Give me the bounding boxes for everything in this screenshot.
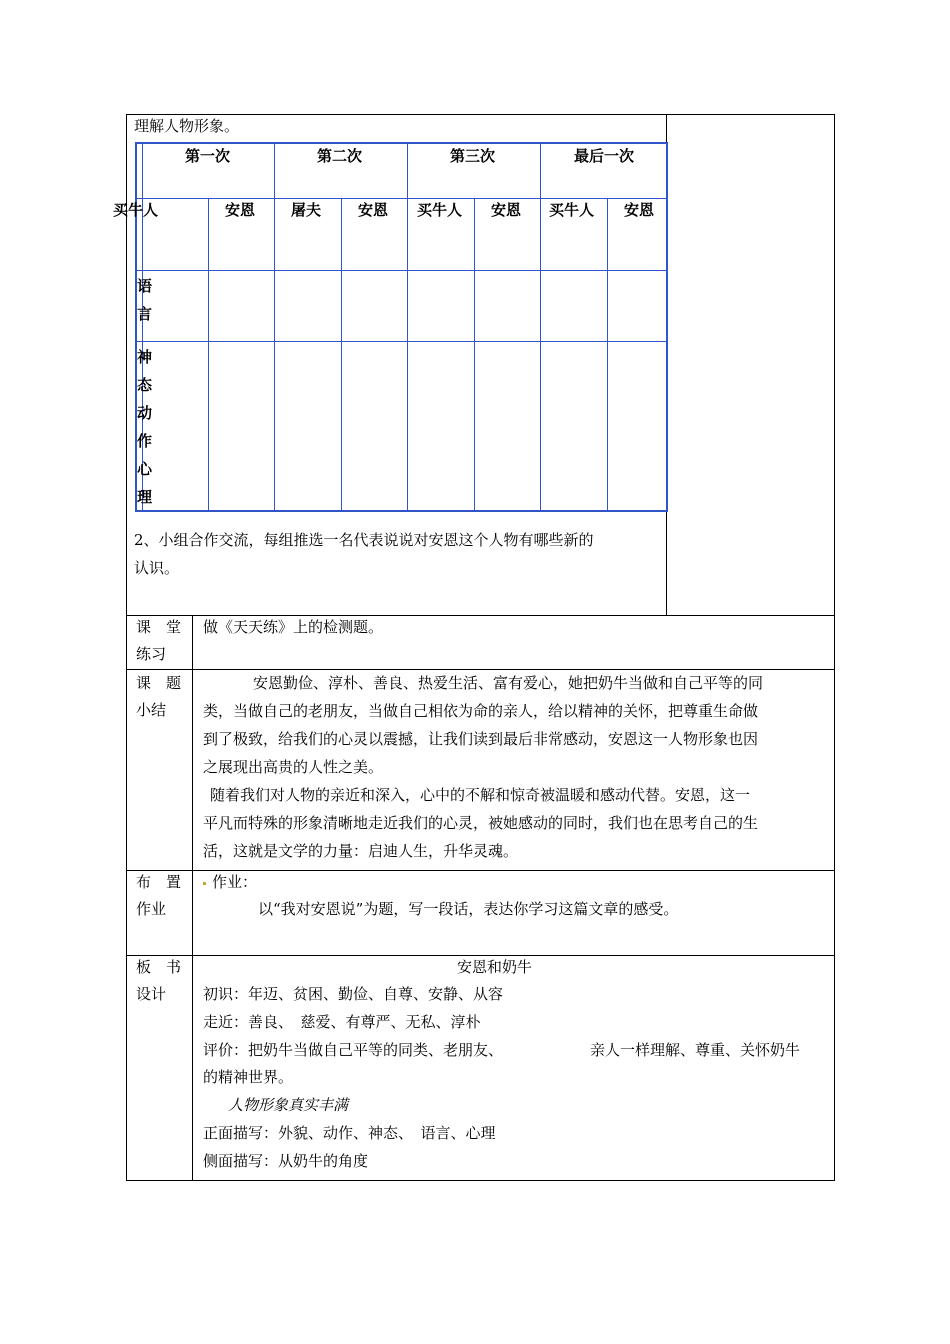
board-title: 安恩和奶牛: [457, 958, 533, 976]
practice-content: 做《天天练》上的检测题。: [203, 618, 384, 636]
summary-line-1: 安恩勤俭、淳朴、善良、热爱生活、富有爱心，她把奶牛当做和自己平等的同: [253, 674, 764, 692]
practice-label: 课 堂: [136, 618, 182, 636]
board-line-5: 人物形象真实丰满: [228, 1096, 349, 1114]
homework-line2: 以“我对安恩说”为题，写一段话，表达你学习这篇文章的感受。: [258, 900, 679, 918]
bullet-mark: [203, 882, 206, 885]
homework-label: 布 置: [136, 873, 182, 891]
board-line-4: 的精神世界。: [203, 1068, 294, 1086]
subheader-buyer-3: 买牛人: [417, 201, 463, 219]
subheader-anen-2: 安恩: [358, 201, 389, 219]
subheader-anen-1: 安恩: [225, 201, 256, 219]
summary-line-4: 之展现出高贵的人性之美。: [203, 758, 384, 776]
subheader-buyer-4: 买牛人: [549, 201, 595, 219]
homework-label-2: 作业: [136, 900, 167, 918]
group-header-3: 第三次: [450, 147, 496, 165]
subheader-butcher: 屠夫: [291, 201, 322, 219]
board-line-7: 侧面描写：从奶牛的角度: [203, 1152, 369, 1170]
subheader-anen-3: 安恩: [491, 201, 522, 219]
board-label: 板 书: [136, 958, 182, 976]
practice-label-2: 练习: [136, 645, 167, 663]
summary-label: 课 题: [136, 674, 182, 692]
board-line-3a: 评价：把奶牛当做自己平等的同类、老朋友、: [203, 1041, 504, 1059]
summary-line-2: 类，当做自己的老朋友，当做自己相依为命的亲人，给以精神的关怀，把尊重生命做: [203, 702, 759, 720]
board-line-2: 走近：善良、 慈爱、有尊严、无私、淳朴: [203, 1013, 481, 1031]
group-header-2: 第二次: [317, 147, 363, 165]
task2-line2: 认识。: [134, 559, 180, 577]
summary-line-3: 到了极致，给我们的心灵以震撼，让我们读到最后非常感动，安恩这一人物形象也因: [203, 730, 759, 748]
board-line-6: 正面描写：外貌、动作、神态、 语言、心理: [203, 1124, 496, 1142]
task2-line1: 2、小组合作交流，每组推选一名代表说说对安恩这个人物有哪些新的: [134, 531, 594, 549]
summary-line-6: 平凡而特殊的形象清晰地走近我们的心灵，被她感动的同时，我们也在思考自己的生: [203, 814, 759, 832]
homework-line1: 作业：: [212, 873, 258, 891]
row-label-demeanor: 神态动作心理: [137, 348, 153, 506]
subheader-anen-4: 安恩: [624, 201, 655, 219]
summary-line-7: 活，这就是文学的力量：启迪人生，升华灵魂。: [203, 842, 519, 860]
board-line-1: 初识：年迈、贫困、勤俭、自尊、安静、从容: [203, 985, 504, 1003]
summary-label-2: 小结: [136, 701, 167, 719]
board-label-2: 设计: [136, 985, 167, 1003]
summary-line-5: 随着我们对人物的亲近和深入，心中的不解和惊奇被温暖和感动代替。安恩，这一: [210, 786, 751, 804]
group-header-1: 第一次: [185, 147, 231, 165]
subheader-buyer-1: 买牛人: [113, 201, 159, 219]
board-line-3b: 亲人一样理解、尊重、关怀奶牛: [590, 1041, 801, 1059]
group-header-4: 最后一次: [574, 147, 635, 165]
intro-text: 理解人物形象。: [134, 117, 240, 135]
row-label-language: 语言: [137, 277, 153, 323]
